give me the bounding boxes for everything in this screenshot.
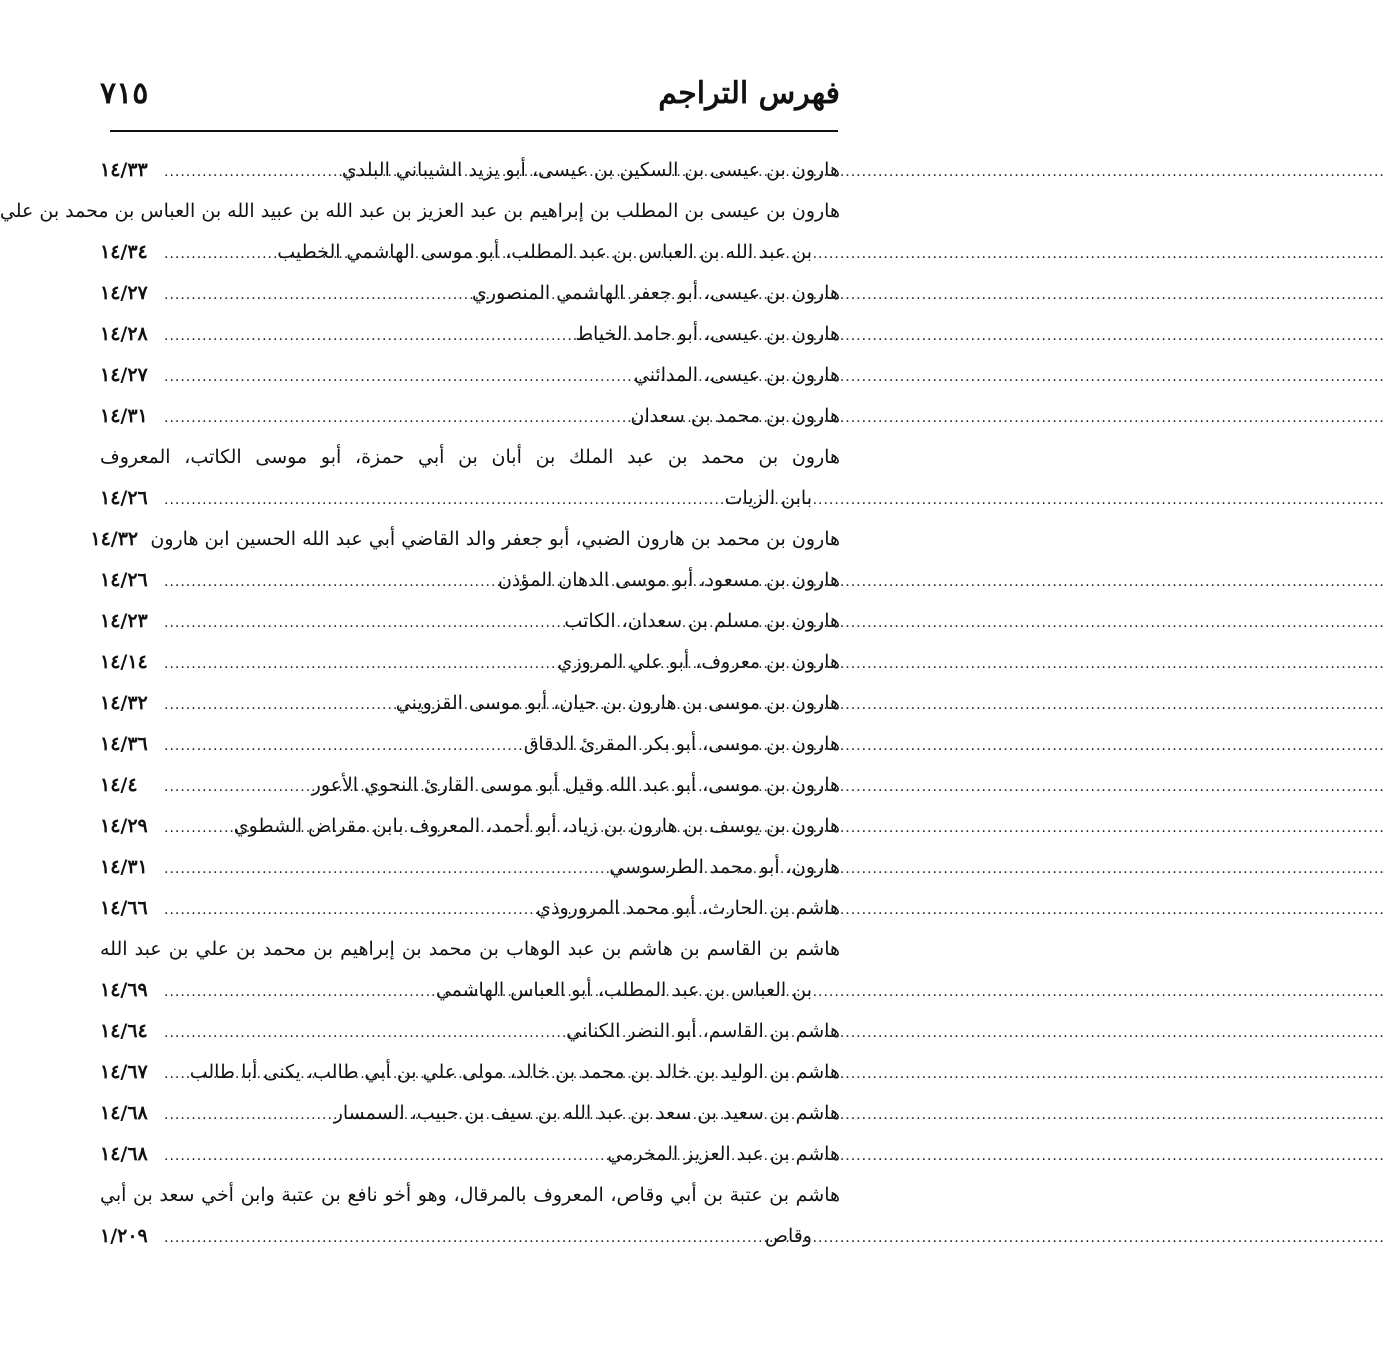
index-entry bbox=[100, 273, 840, 314]
entry-reference: ١٤/٢٩ bbox=[100, 815, 148, 837]
entry-name: هارون بن يوسف بن هارون بن زياد، أبو أحمد، المعروف بابن مقراض الشطوي bbox=[233, 815, 840, 837]
entry-name: هارون بن عيسى، أبو حامد الخياط bbox=[575, 323, 840, 345]
entry-name: هارون بن عيسى بن السكين بن عيسى، أبو يزيد الشيباني البلدي bbox=[341, 159, 840, 181]
leader-dots bbox=[164, 357, 630, 398]
leader-dots bbox=[164, 316, 571, 357]
entry-reference: ١٤/٦٤ bbox=[100, 1020, 148, 1042]
index-entry bbox=[90, 519, 840, 560]
leader-dots bbox=[164, 767, 308, 808]
entry-reference: ١٤/١٤ bbox=[100, 651, 148, 673]
entry-reference: ١٤/٣٦ bbox=[100, 733, 148, 755]
entry-name: هارون بن معروف، أبو علي المروزي bbox=[557, 651, 840, 673]
entry-reference: ١٤/٣١ bbox=[100, 856, 148, 878]
biography-index-list bbox=[0, 150, 840, 1257]
entry-name: هارون بن موسى، أبو عبد الله وقيل أبو موسى القارئ النحوي الأعور bbox=[311, 774, 840, 796]
leader-dots bbox=[164, 644, 554, 685]
entry-reference: ١٤/٦٩ bbox=[100, 979, 148, 1001]
entry-name: هارون بن محمد بن هارون الضبي، أبو جعفر والد القاضي أبي عبد الله الحسين ابن هارون bbox=[150, 528, 840, 550]
entry-name: هاشم بن عتبة بن أبي وقاص، المعروف بالمرقال، وهو أخو نافع بن عتبة وابن أخي سعد بن أبي bbox=[100, 1184, 840, 1206]
entry-reference: ١٤/٢٧ bbox=[100, 364, 148, 386]
entry-reference: ١/٢٠٩ bbox=[100, 1225, 148, 1247]
entry-name: هارون بن محمد بن عبد الملك بن أبان بن أبي حمزة، أبو موسى الكاتب، المعروف bbox=[100, 446, 840, 468]
index-entry bbox=[100, 560, 840, 601]
index-entry-continuation bbox=[100, 478, 840, 519]
index-entry bbox=[0, 191, 840, 232]
index-entry bbox=[100, 1011, 840, 1052]
entry-reference: ١٤/٢٧ bbox=[100, 282, 148, 304]
entry-name: هارون، أبو محمد الطرسوسي bbox=[609, 856, 840, 878]
index-entry bbox=[100, 765, 840, 806]
entry-name: هارون بن مسعود، أبو موسى الدهان المؤذن bbox=[497, 569, 840, 591]
entry-name: هاشم بن القاسم، أبو النضر الكناني bbox=[566, 1020, 840, 1042]
entry-name: هاشم بن سعيد بن سعد بن عبد الله بن سيف بن حبيب، السمسار bbox=[333, 1102, 840, 1124]
index-entry bbox=[100, 642, 840, 683]
page-title: فهرس التراجم bbox=[658, 76, 840, 111]
entry-name: هارون بن محمد بن سعدان bbox=[630, 405, 840, 427]
index-entry bbox=[100, 601, 840, 642]
leader-dots bbox=[164, 603, 560, 644]
leader-dots bbox=[164, 972, 432, 1013]
entry-reference: ١٤/٦٧ bbox=[100, 1061, 148, 1083]
entry-reference: ١٤/٣٤ bbox=[100, 241, 148, 263]
index-entry bbox=[100, 437, 840, 478]
entry-reference: ١٤/٢٦ bbox=[100, 487, 148, 509]
entry-name: هاشم بن عبد العزيز المخرمي bbox=[607, 1143, 840, 1165]
index-entry-continuation bbox=[100, 232, 840, 273]
index-entry bbox=[100, 724, 840, 765]
entry-reference: ١٤/٢٦ bbox=[100, 569, 148, 591]
entry-reference: ١٤/٢٨ bbox=[100, 323, 148, 345]
entry-reference: ١٤/٣٣ bbox=[100, 159, 148, 181]
index-entry-continuation bbox=[100, 1216, 840, 1257]
entry-name: هارون بن موسى بن هارون بن حيان، أبو موسى القزويني bbox=[395, 692, 840, 714]
entry-name: هارون بن عيسى بن المطلب بن إبراهيم بن عبد العزيز بن عبد الله بن عبيد الله بن العباس بن محمد بن علي bbox=[0, 200, 840, 222]
entry-name: هارون بن مسلم بن سعدان، الكاتب bbox=[564, 610, 840, 632]
entry-name: هارون بن موسى، أبو بكر المقرئ الدقاق bbox=[523, 733, 840, 755]
leader-dots bbox=[164, 890, 532, 931]
index-entry bbox=[100, 150, 840, 191]
entry-reference: ١٤/٦٦ bbox=[100, 897, 148, 919]
entry-name: وقاص bbox=[764, 1225, 812, 1247]
leader-dots bbox=[164, 1136, 603, 1177]
entry-name: بن عبد الله بن العباس بن عبد المطلب، أبو موسى الهاشمي الخطيب bbox=[277, 241, 812, 263]
leader-dots bbox=[164, 1095, 330, 1136]
leader-dots bbox=[164, 480, 721, 521]
entry-name: هارون بن عيسى، المدائني bbox=[633, 364, 840, 386]
index-entry bbox=[100, 355, 840, 396]
entry-reference: ١٤/٣١ bbox=[100, 405, 148, 427]
leader-dots bbox=[164, 562, 494, 603]
index-entry bbox=[100, 314, 840, 355]
entry-name: هاشم بن الحارث، أبو محمد المروروذي bbox=[536, 897, 840, 919]
leader-dots bbox=[164, 275, 468, 316]
index-entry bbox=[100, 683, 840, 724]
index-entry bbox=[100, 1093, 840, 1134]
leader-dots bbox=[164, 685, 392, 726]
leader-dots bbox=[164, 1013, 562, 1054]
leader-dots bbox=[164, 152, 338, 193]
index-entry bbox=[100, 1134, 840, 1175]
index-entry bbox=[100, 806, 840, 847]
entry-name: بن العباس بن عبد المطلب، أبو العباس الهاشمي bbox=[435, 979, 812, 1001]
index-entry bbox=[100, 847, 840, 888]
page-number: ٧١٥ bbox=[100, 76, 149, 111]
leader-dots bbox=[164, 849, 605, 890]
leader-dots bbox=[164, 808, 230, 849]
leader-dots bbox=[164, 1054, 186, 1095]
leader-dots bbox=[164, 398, 627, 439]
index-entry-continuation bbox=[100, 970, 840, 1011]
entry-name: هاشم بن الوليد بن خالد بن محمد بن خالد، مولى علي بن أبي طالب، يكنى أبا طالب bbox=[189, 1061, 840, 1083]
entry-name: هارون بن عيسى، أبو جعفر الهاشمي المنصوري bbox=[472, 282, 840, 304]
entry-name: بابن الزيات bbox=[724, 487, 812, 509]
entry-reference: ١٤/٦٨ bbox=[100, 1143, 148, 1165]
entry-reference: ١٤/٢٣ bbox=[100, 610, 148, 632]
entry-reference: ١٤/٤ bbox=[100, 774, 138, 796]
entry-reference: ١٤/٣٢ bbox=[90, 528, 139, 550]
index-entry bbox=[100, 396, 840, 437]
index-entry bbox=[100, 888, 840, 929]
page-header bbox=[100, 70, 840, 120]
index-entry bbox=[100, 929, 840, 970]
entry-reference: ١٤/٣٢ bbox=[100, 692, 148, 714]
leader-dots bbox=[164, 234, 273, 275]
leader-dots bbox=[164, 726, 520, 767]
entry-name: هاشم بن القاسم بن هاشم بن عبد الوهاب بن محمد بن إبراهيم بن محمد بن علي بن عبد الله bbox=[100, 938, 840, 960]
index-entry bbox=[100, 1052, 840, 1093]
entry-reference: ١٤/٦٨ bbox=[100, 1102, 148, 1124]
leader-dots bbox=[164, 1218, 761, 1259]
index-entry bbox=[100, 1175, 840, 1216]
header-rule bbox=[110, 130, 838, 132]
